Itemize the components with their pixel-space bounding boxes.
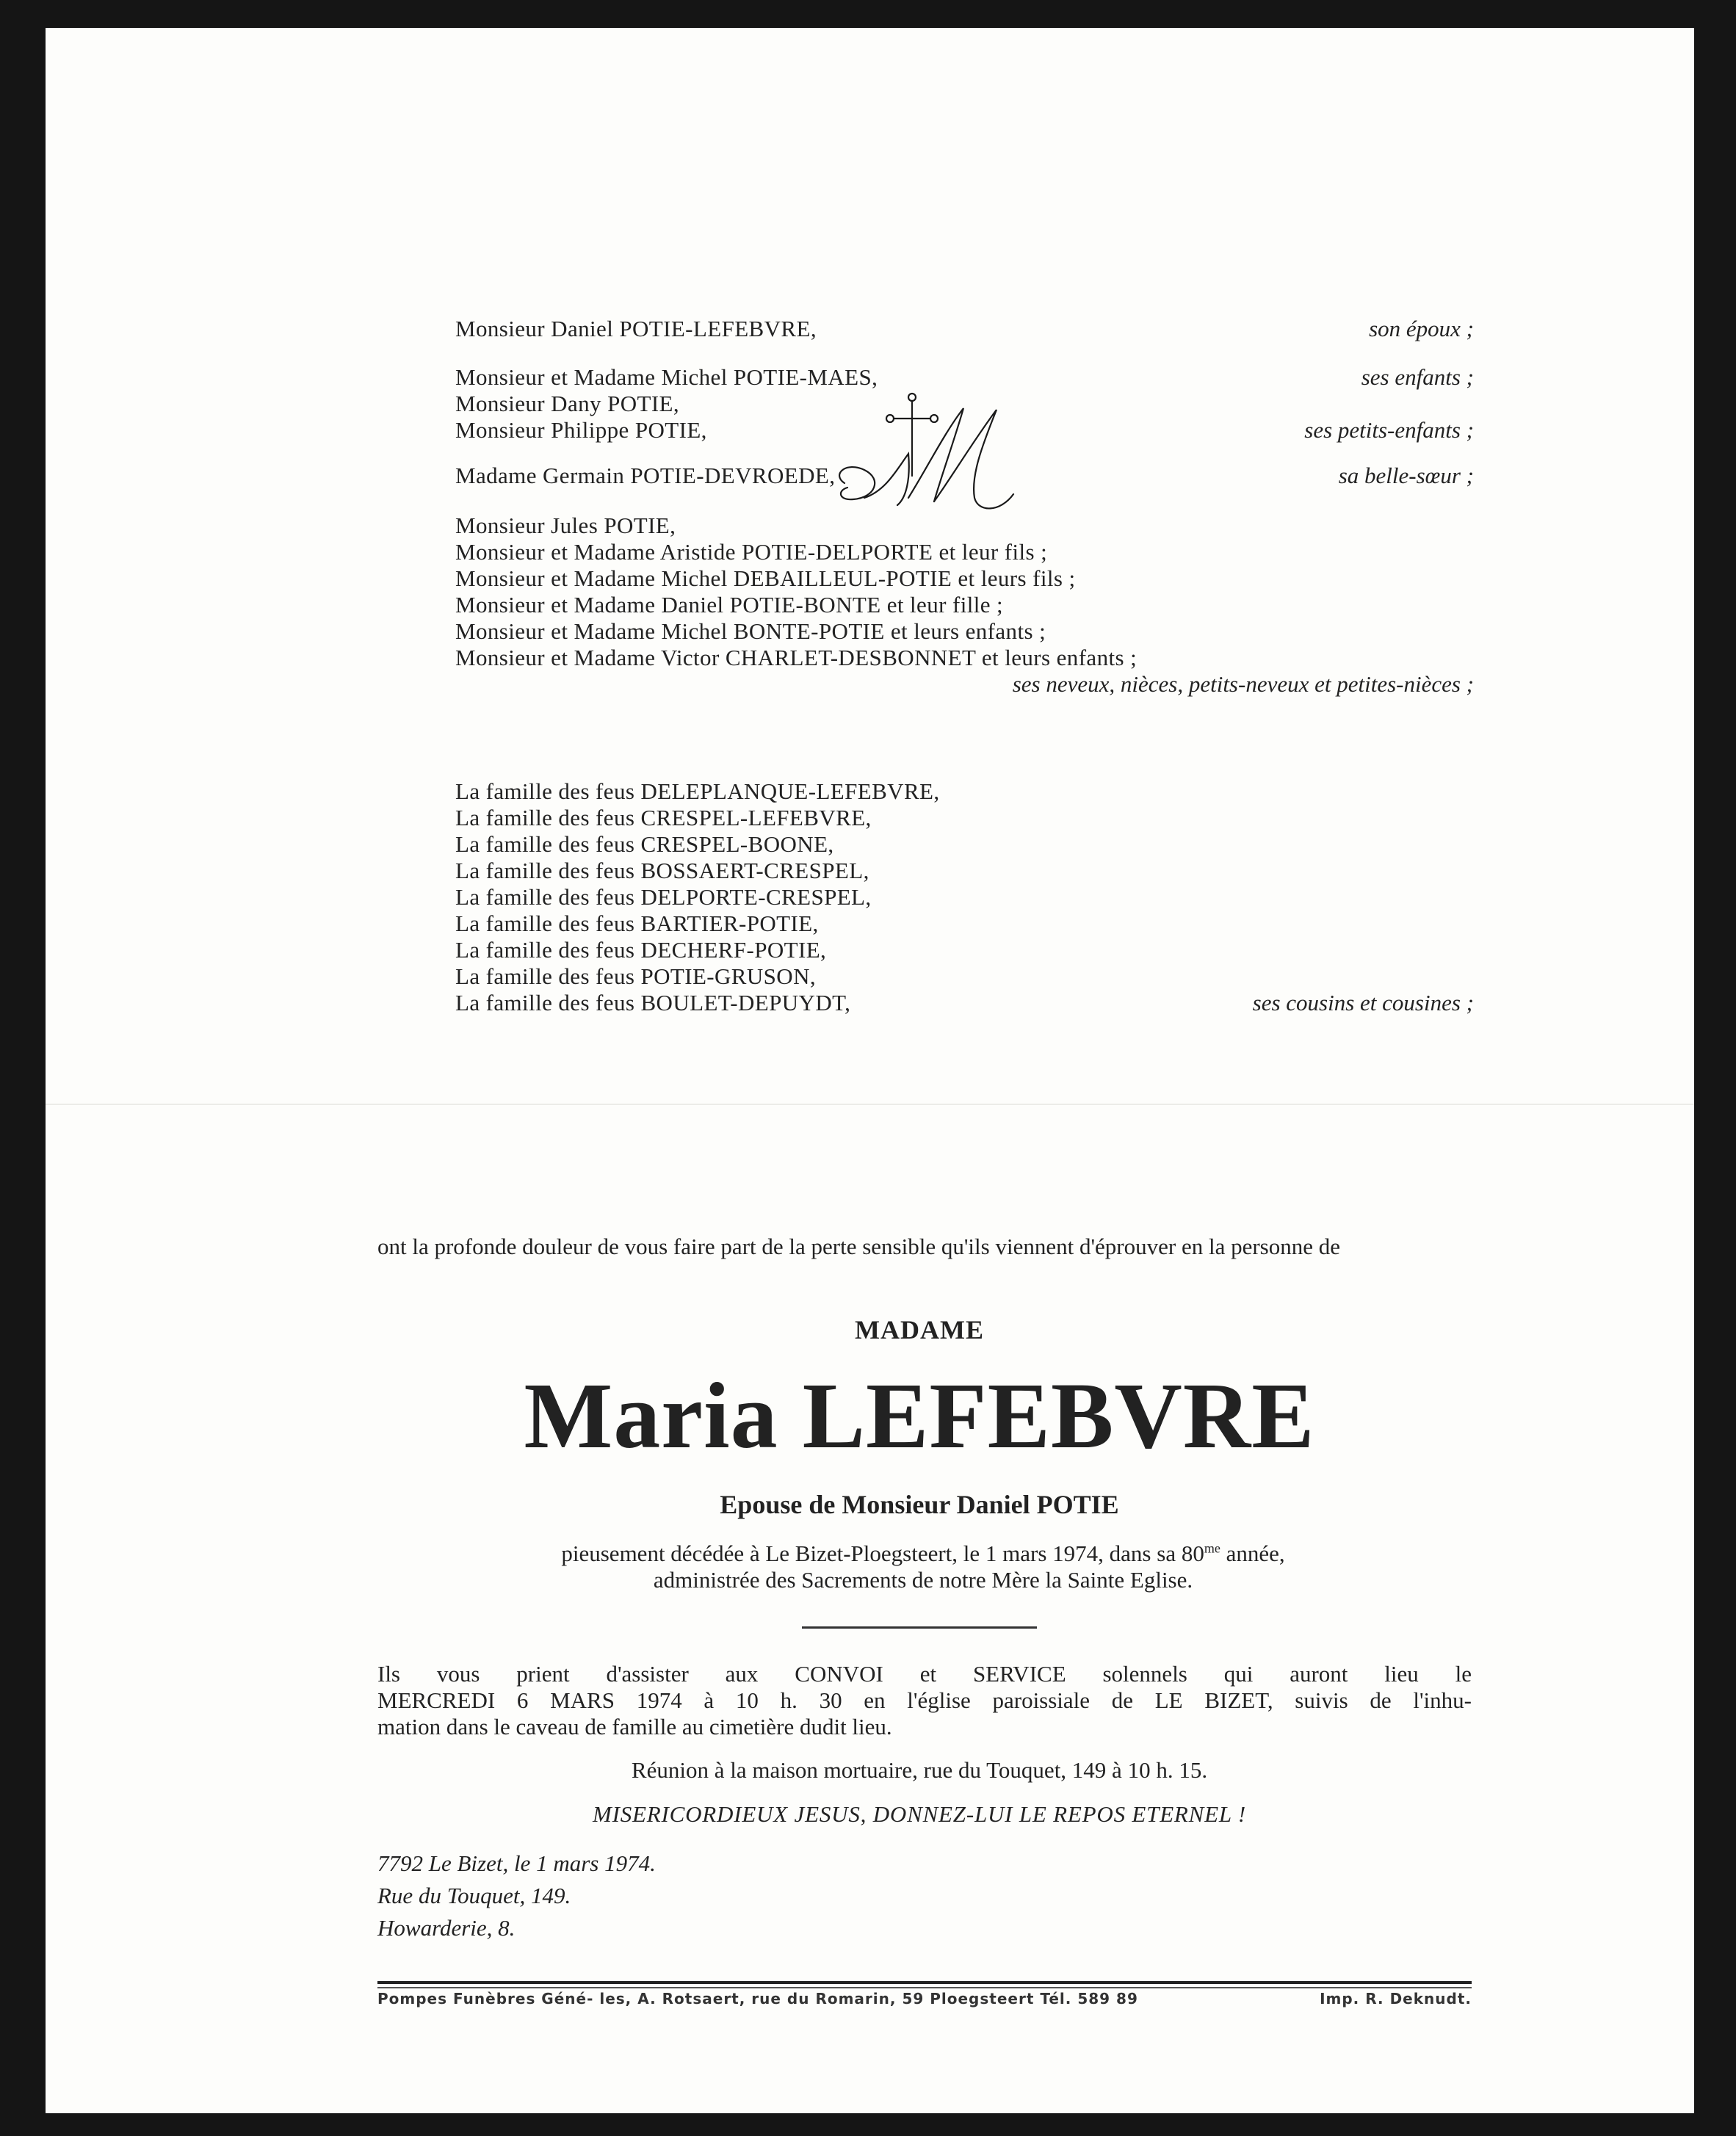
- mourner-name: Monsieur et Madame Daniel POTIE-BONTE et leur fille ;: [455, 592, 1004, 618]
- ordinal-suffix: me: [1204, 1541, 1220, 1556]
- death-notice: [442, 1541, 1404, 1593]
- service-line: Ils vous prient d'assister aux CONVOI et SERVICE solennels qui auront lieu le: [377, 1661, 1472, 1687]
- fold-line: [46, 1104, 1694, 1105]
- service-invitation: [377, 1661, 1472, 1740]
- family-group-sister-in-law: [455, 463, 1474, 489]
- printer-credit: Imp. R. Deknudt.: [1320, 1990, 1472, 2008]
- family-group-spouse: [455, 316, 1474, 342]
- service-line: MERCREDI 6 MARS 1974 à 10 h. 30 en l'église paroissiale de LE BIZET, suivis de l'inhu-: [377, 1687, 1472, 1713]
- announcement-text: ont la profonde douleur de vous faire part de la perte sensible qu'ils viennent d'éprouver en la personne de: [377, 1234, 1341, 1259]
- mourner-name: La famille des feus POTIE-GRUSON,: [455, 963, 817, 989]
- address-line: Howarderie, 8.: [377, 1915, 516, 1941]
- mourner-name: Monsieur et Madame Michel BONTE-POTIE et leurs enfants ;: [455, 618, 1046, 644]
- mourner-name: Monsieur et Madame Aristide POTIE-DELPORTE et leur fils ;: [455, 539, 1048, 565]
- separator-rule: [802, 1626, 1037, 1629]
- mourner-name: La famille des feus CRESPEL-BOONE,: [455, 831, 834, 857]
- footer-rule: [377, 1981, 1472, 1984]
- mourner-name: Monsieur et Madame Michel POTIE-MAES,: [455, 364, 878, 390]
- mourner-name: La famille des feus DELPORTE-CRESPEL,: [455, 884, 872, 910]
- footer-rule-thin: [377, 1987, 1472, 1988]
- prayer-line: MISERICORDIEUX JESUS, DONNEZ-LUI LE REPOS ETERNEL !: [592, 1801, 1247, 1827]
- deceased-name: Maria LEFEBVRE: [524, 1364, 1315, 1468]
- family-group-nephews: [455, 513, 1474, 698]
- mourner-name: Monsieur et Madame Victor CHARLET-DESBONNET et leurs enfants ;: [455, 645, 1138, 670]
- mourner-name: La famille des feus BOULET-DEPUYDT,: [455, 990, 851, 1015]
- relation-label: son époux ;: [1369, 316, 1474, 341]
- relation-label: ses enfants ;: [1361, 364, 1474, 390]
- funeral-home-credit: Pompes Funèbres Géné- les, A. Rotsaert, rue du Romarin, 59 Ploegsteert Tél. 589 89: [377, 1990, 1138, 2008]
- address-line: 7792 Le Bizet, le 1 mars 1974.: [377, 1850, 656, 1876]
- relation-label: ses neveux, nièces, petits-neveux et petites-nièces ;: [1012, 671, 1474, 697]
- mourner-name: Madame Germain POTIE-DEVROEDE,: [455, 463, 836, 488]
- mourner-name: La famille des feus DECHERF-POTIE,: [455, 937, 827, 963]
- mourner-name: La famille des feus BOSSAERT-CRESPEL,: [455, 858, 869, 883]
- family-group-cousins: [455, 778, 1474, 1016]
- family-group-grandchildren: [455, 391, 1474, 444]
- mourner-name: La famille des feus DELEPLANQUE-LEFEBVRE,: [455, 778, 940, 804]
- mourner-name: Monsieur Dany POTIE,: [455, 391, 680, 416]
- service-line: mation dans le caveau de famille au cimetière dudit lieu.: [377, 1714, 892, 1739]
- family-group-children: [455, 364, 1474, 391]
- mourner-name: Monsieur Daniel POTIE-LEFEBVRE,: [455, 316, 817, 341]
- deceased-spouse: Epouse de Monsieur Daniel POTIE: [720, 1490, 1119, 1519]
- deceased-honorific: MADAME: [855, 1315, 984, 1344]
- relation-label: sa belle-sœur ;: [1338, 463, 1474, 488]
- relation-label: ses petits-enfants ;: [1304, 417, 1474, 443]
- death-notice-text: pieusement décédée à Le Bizet-Ploegsteert, le 1 mars 1974, dans sa 80: [561, 1541, 1204, 1566]
- mourner-name: Monsieur Jules POTIE,: [455, 513, 676, 538]
- memorial-card: [46, 28, 1694, 2113]
- mourner-name: La famille des feus CRESPEL-LEFEBVRE,: [455, 805, 872, 830]
- reunion-notice: Réunion à la maison mortuaire, rue du Touquet, 149 à 10 h. 15.: [631, 1757, 1208, 1783]
- mourner-name: Monsieur Philippe POTIE,: [455, 417, 707, 443]
- mourner-name: Monsieur et Madame Michel DEBAILLEUL-POTIE et leurs fils ;: [455, 565, 1076, 591]
- death-notice-text-end: année,: [1220, 1541, 1285, 1566]
- address-block: [377, 1847, 656, 1944]
- mourner-name: La famille des feus BARTIER-POTIE,: [455, 910, 819, 936]
- relation-label: ses cousins et cousines ;: [1252, 990, 1474, 1015]
- sacraments-line: administrée des Sacrements de notre Mère la Sainte Eglise.: [653, 1567, 1193, 1593]
- address-line: Rue du Touquet, 149.: [377, 1883, 571, 1908]
